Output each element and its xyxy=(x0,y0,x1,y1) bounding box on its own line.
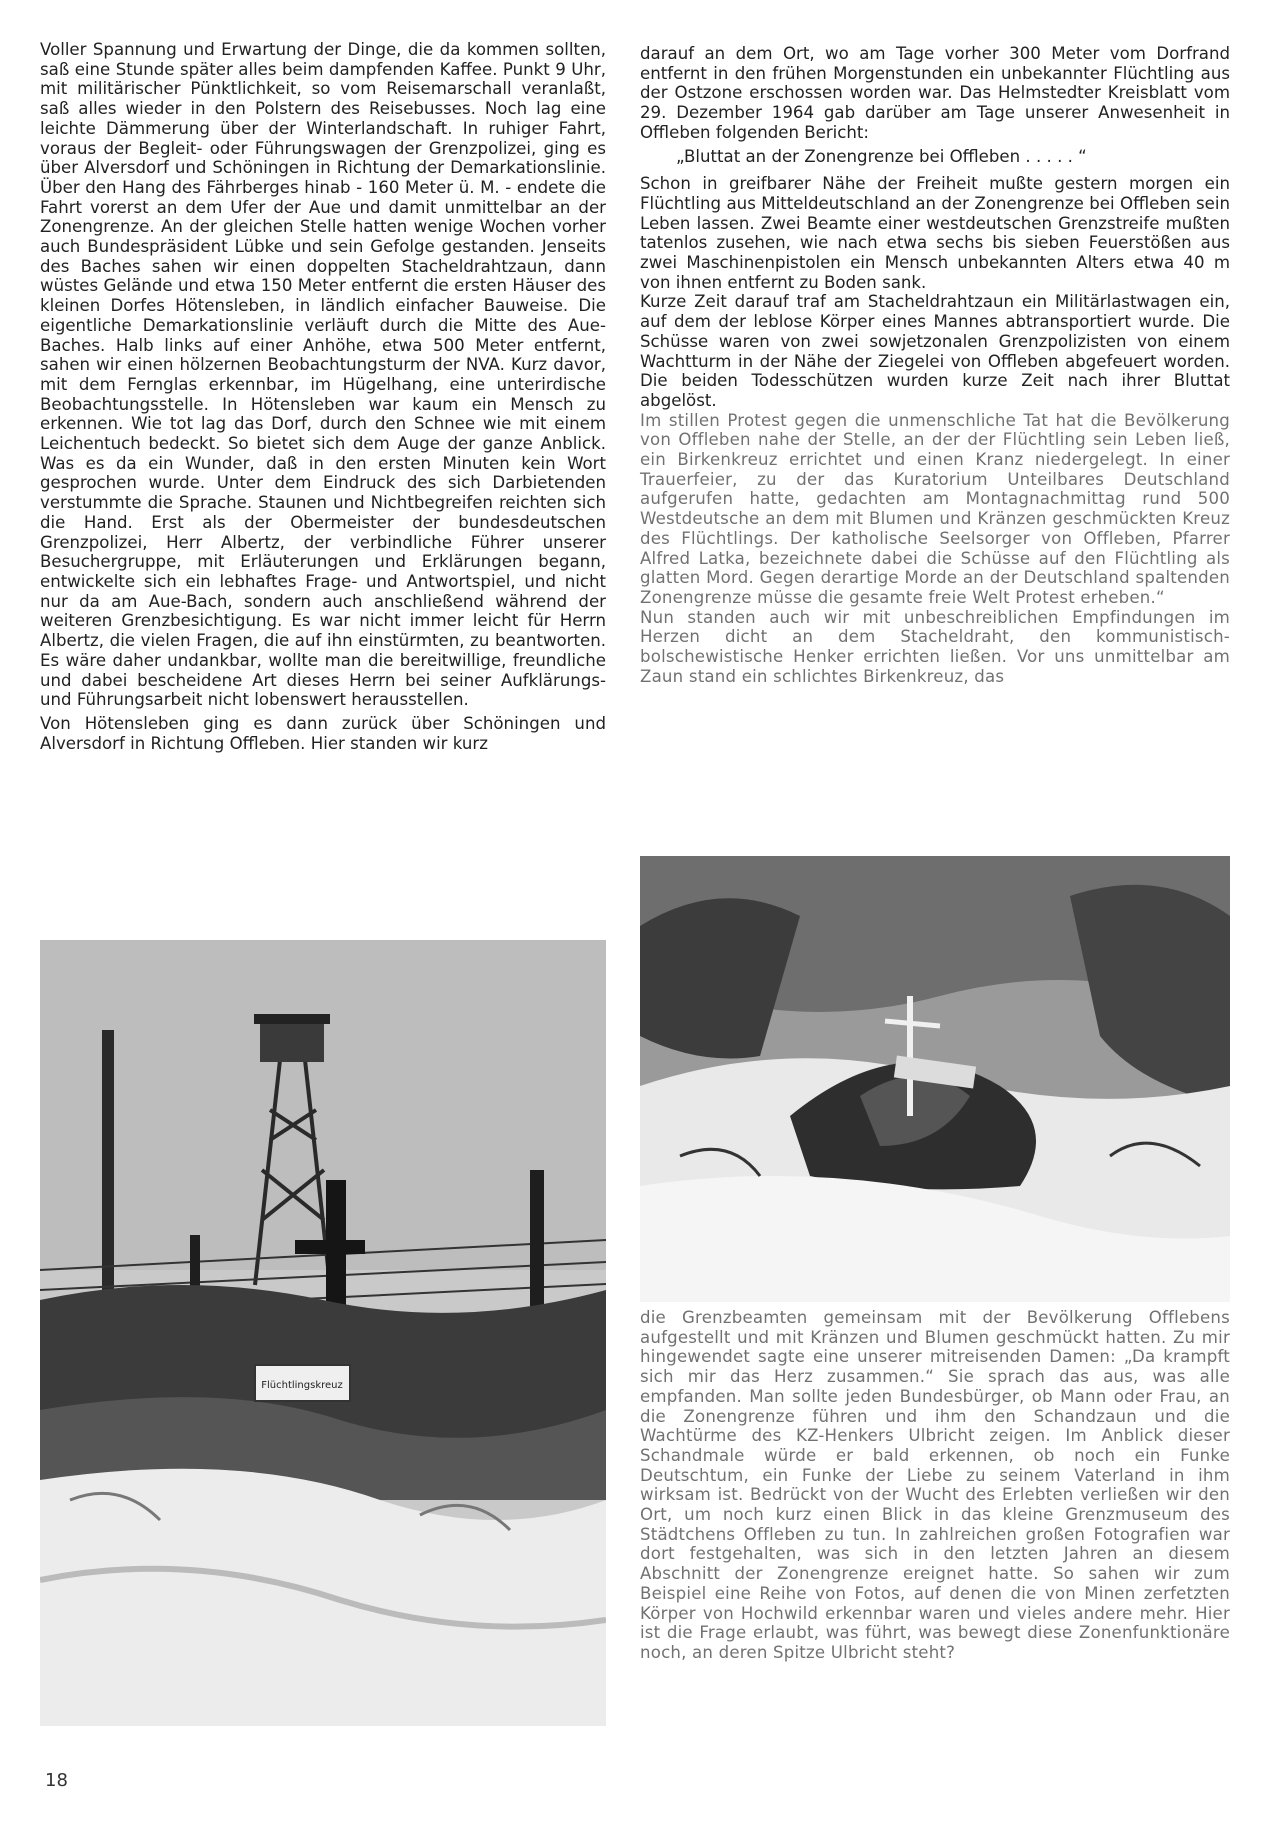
right-column-top xyxy=(640,44,1230,687)
right-column-bottom xyxy=(640,1308,1230,1663)
right-paragraph-5: Nun standen auch wir mit unbeschreiblichen Empfindungen im Herzen dicht an dem Stacheldraht, den kommunistisch-bolschewistische Henker errichten ließen. Vor uns unmittelbar am Zaun stand ein schlichtes Birkenkreuz, das xyxy=(640,607,1230,686)
right-paragraph-3: Kurze Zeit darauf traf am Stacheldrahtzaun ein Militärlastwagen ein, auf dem der leblose Körper eines Mannes abtransportiert wurde. Die Schüsse waren von zwei sowjetzonalen Grenzpolizisten von einem Wachtturm in der Nähe der Ziegelei von Offleben abgefeuert worden. Die beiden Todesschützen wurden kurze Zeit nach ihrer Bluttat abgelöst. xyxy=(640,292,1230,410)
memorial-cross-photo-graphic xyxy=(640,856,1230,1302)
newspaper-headline-quote: „Bluttat an der Zonengrenze bei Offleben . . . . . “ xyxy=(676,146,1087,166)
cross-sign-text: Flüchtlingskreuz xyxy=(261,1380,343,1391)
border-watchtower-photo-graphic xyxy=(40,940,606,1726)
left-paragraph-1: Voller Spannung und Erwartung der Dinge, die da kommen sollten, saß eine Stunde später alles beim dampfenden Kaffee. Punkt 9 Uhr, mit militärischer Pünktlichkeit, so vom Reisemarschall veranlaßt, saß alles wieder in den Polstern des Reisebusses. Noch lag eine leichte Dämmerung über der Winterlandschaft. In ruhiger Fahrt, voraus der Begleit- oder Führungswagen der Grenzpolizei, ging es über Alversdorf und Schöningen in Richtung der Demarkationslinie. Über den Hang des Fährberges hinab - 160 Meter ü. M. - endete die Fahrt vorerst an dem Ufer der Aue und damit unmittelbar an der Zonengrenze. An der gleichen Stelle hatten wenige Wochen vorher auch Bundespräsident Lübke und sein Gefolge gestanden. Jenseits des Baches sahen wir einen doppelten Stacheldrahtzaun, dann wüstes Gelände und etwa 150 Meter entfernt die ersten Häuser des kleinen Dorfes Hötensleben, in ländlich einfacher Bauweise. Die eigentliche Demarkationslinie verläuft durch die Mitte des Aue-Baches. Halb links auf einer Anhöhe, etwa 500 Meter entfernt, sahen wir einen hölzernen Beobachtungsturm der NVA. Kurz davor, mit dem Fernglas erkennbar, im Hügelhang, eine unterirdische Beobachtungsstelle. In Hötensleben war kaum ein Mensch zu erkennen. Wie tot lag das Dorf, durch den Schnee wie mit einem Leichentuch bedeckt. So bietet sich dem Auge der ganze Anblick. Was es da ein Wunder, daß in den ersten Minuten kein Wort gesprochen wurde. Unter dem Eindruck des sich Darbietenden verstummte die Sprache. Staunen und Nichtbegreifen reichten sich die Hand. Erst als der Obermeister der bundesdeutschen Grenzpolizei, Herr Albertz, der verbindliche Führer unserer Besuchergruppe, mit Erläuterungen und Erklärungen begann, entwickelte sich ein lebhaftes Frage- und Antwortspiel, und nicht nur da am Aue-Bach, sondern auch anschließend während der weiteren Grenzbesichtigung. Es war nicht immer leicht für Herrn Albertz, die vielen Fragen, die auf ihn einstürmten, zu beantworten. Es wäre daher undankbar, wollte man die bereitwillige, freundliche und dabei bescheidene Art dieses Herrn bei seiner Aufklärungs- und Führungsarbeit nicht lobenswert herausstellen. xyxy=(40,40,606,710)
border-watchtower-photo xyxy=(40,940,606,1726)
left-column xyxy=(40,40,606,753)
right-paragraph-1: darauf an dem Ort, wo am Tage vorher 300 Meter vom Dorfrand entfernt in den frühen Morgenstunden ein unbekannter Flüchtling aus der Ostzone erschossen worden war. Das Helmstedter Kreisblatt vom 29. Dezember 1964 gab darüber am Tage unserer Anwesenheit in Offleben folgenden Bericht: xyxy=(640,44,1230,142)
right-paragraph-2: Schon in greifbarer Nähe der Freiheit mußte gestern morgen ein Flüchtling aus Mitteldeutschland an der Zonengrenze bei Offleben sein Leben lassen. Zwei Beamte einer westdeutschen Grenzstreife mußten tatenlos zusehen, wie nach etwa sechs bis sieben Feuerstößen aus zwei Maschinenpistolen ein Mensch unbekannten Alters etwa 40 m von ihnen entfernt zu Boden sank. xyxy=(640,174,1230,292)
right-paragraph-4: Im stillen Protest gegen die unmenschliche Tat hat die Bevölkerung von Offleben nahe der Stelle, an der der Flüchtling sein Leben ließ, ein Birkenkreuz errichtet und einen Kranz niedergelegt. In einer Trauerfeier, zu der das Kuratorium Unteilbares Deutschland aufgerufen hatte, gedachten am Montagnachmittag rund 500 Westdeutsche an dem mit Blumen und Kränzen geschmückten Kreuz des Flüchtlings. Der katholische Seelsorger von Offleben, Pfarrer Alfred Latka, bezeichnete dabei die Schüsse auf den Flüchtling als glatten Mord. Gegen derartige Morde an der Deutschland spaltenden Zonengrenze müsse die gesamte freie Welt Protest erheben.“ xyxy=(640,410,1230,607)
memorial-cross-photo xyxy=(640,856,1230,1302)
left-paragraph-2: Von Hötensleben ging es dann zurück über Schöningen und Alversdorf in Richtung Offleben. Hier standen wir kurz xyxy=(40,713,606,753)
right-paragraph-6: die Grenzbeamten gemeinsam mit der Bevölkerung Offlebens aufgestellt und mit Kränzen und Blumen geschmückt hatten. Zu mir hingewendet sagte eine unserer mitreisenden Damen: „Da krampft sich mir das Herz zusammen.“ Sie sprach das aus, was alle empfanden. Man sollte jeden Bundesbürger, ob Mann oder Frau, an die Zonengrenze führen und ihm den Schandzaun und die Wachtürme des KZ-Henkers Ulbricht zeigen. Im Anblick dieser Schandmale würde er bald erkennen, ob noch ein Funke Deutschtum, ein Funke der Liebe zu seinem Vaterland in ihm wirksam ist. Bedrückt von der Wucht des Erlebten verließen wir den Ort, um noch kurz einen Blick in das kleine Grenzmuseum des Städtchens Offleben zu tun. In zahlreichen großen Fotografien war dort festgehalten, was sich in den letzten Jahren an diesem Abschnitt der Zonengrenze ereignet hatte. So sahen wir zum Beispiel eine Reihe von Fotos, auf denen die von Minen zerfetzten Körper von Hochwild erkennbar waren und vieles andere mehr. Hier ist die Frage erlaubt, was führt, was bewegt diese Zonenfunktionäre noch, an deren Spitze Ulbricht steht? xyxy=(640,1308,1230,1662)
page-number: 18 xyxy=(45,1770,68,1791)
